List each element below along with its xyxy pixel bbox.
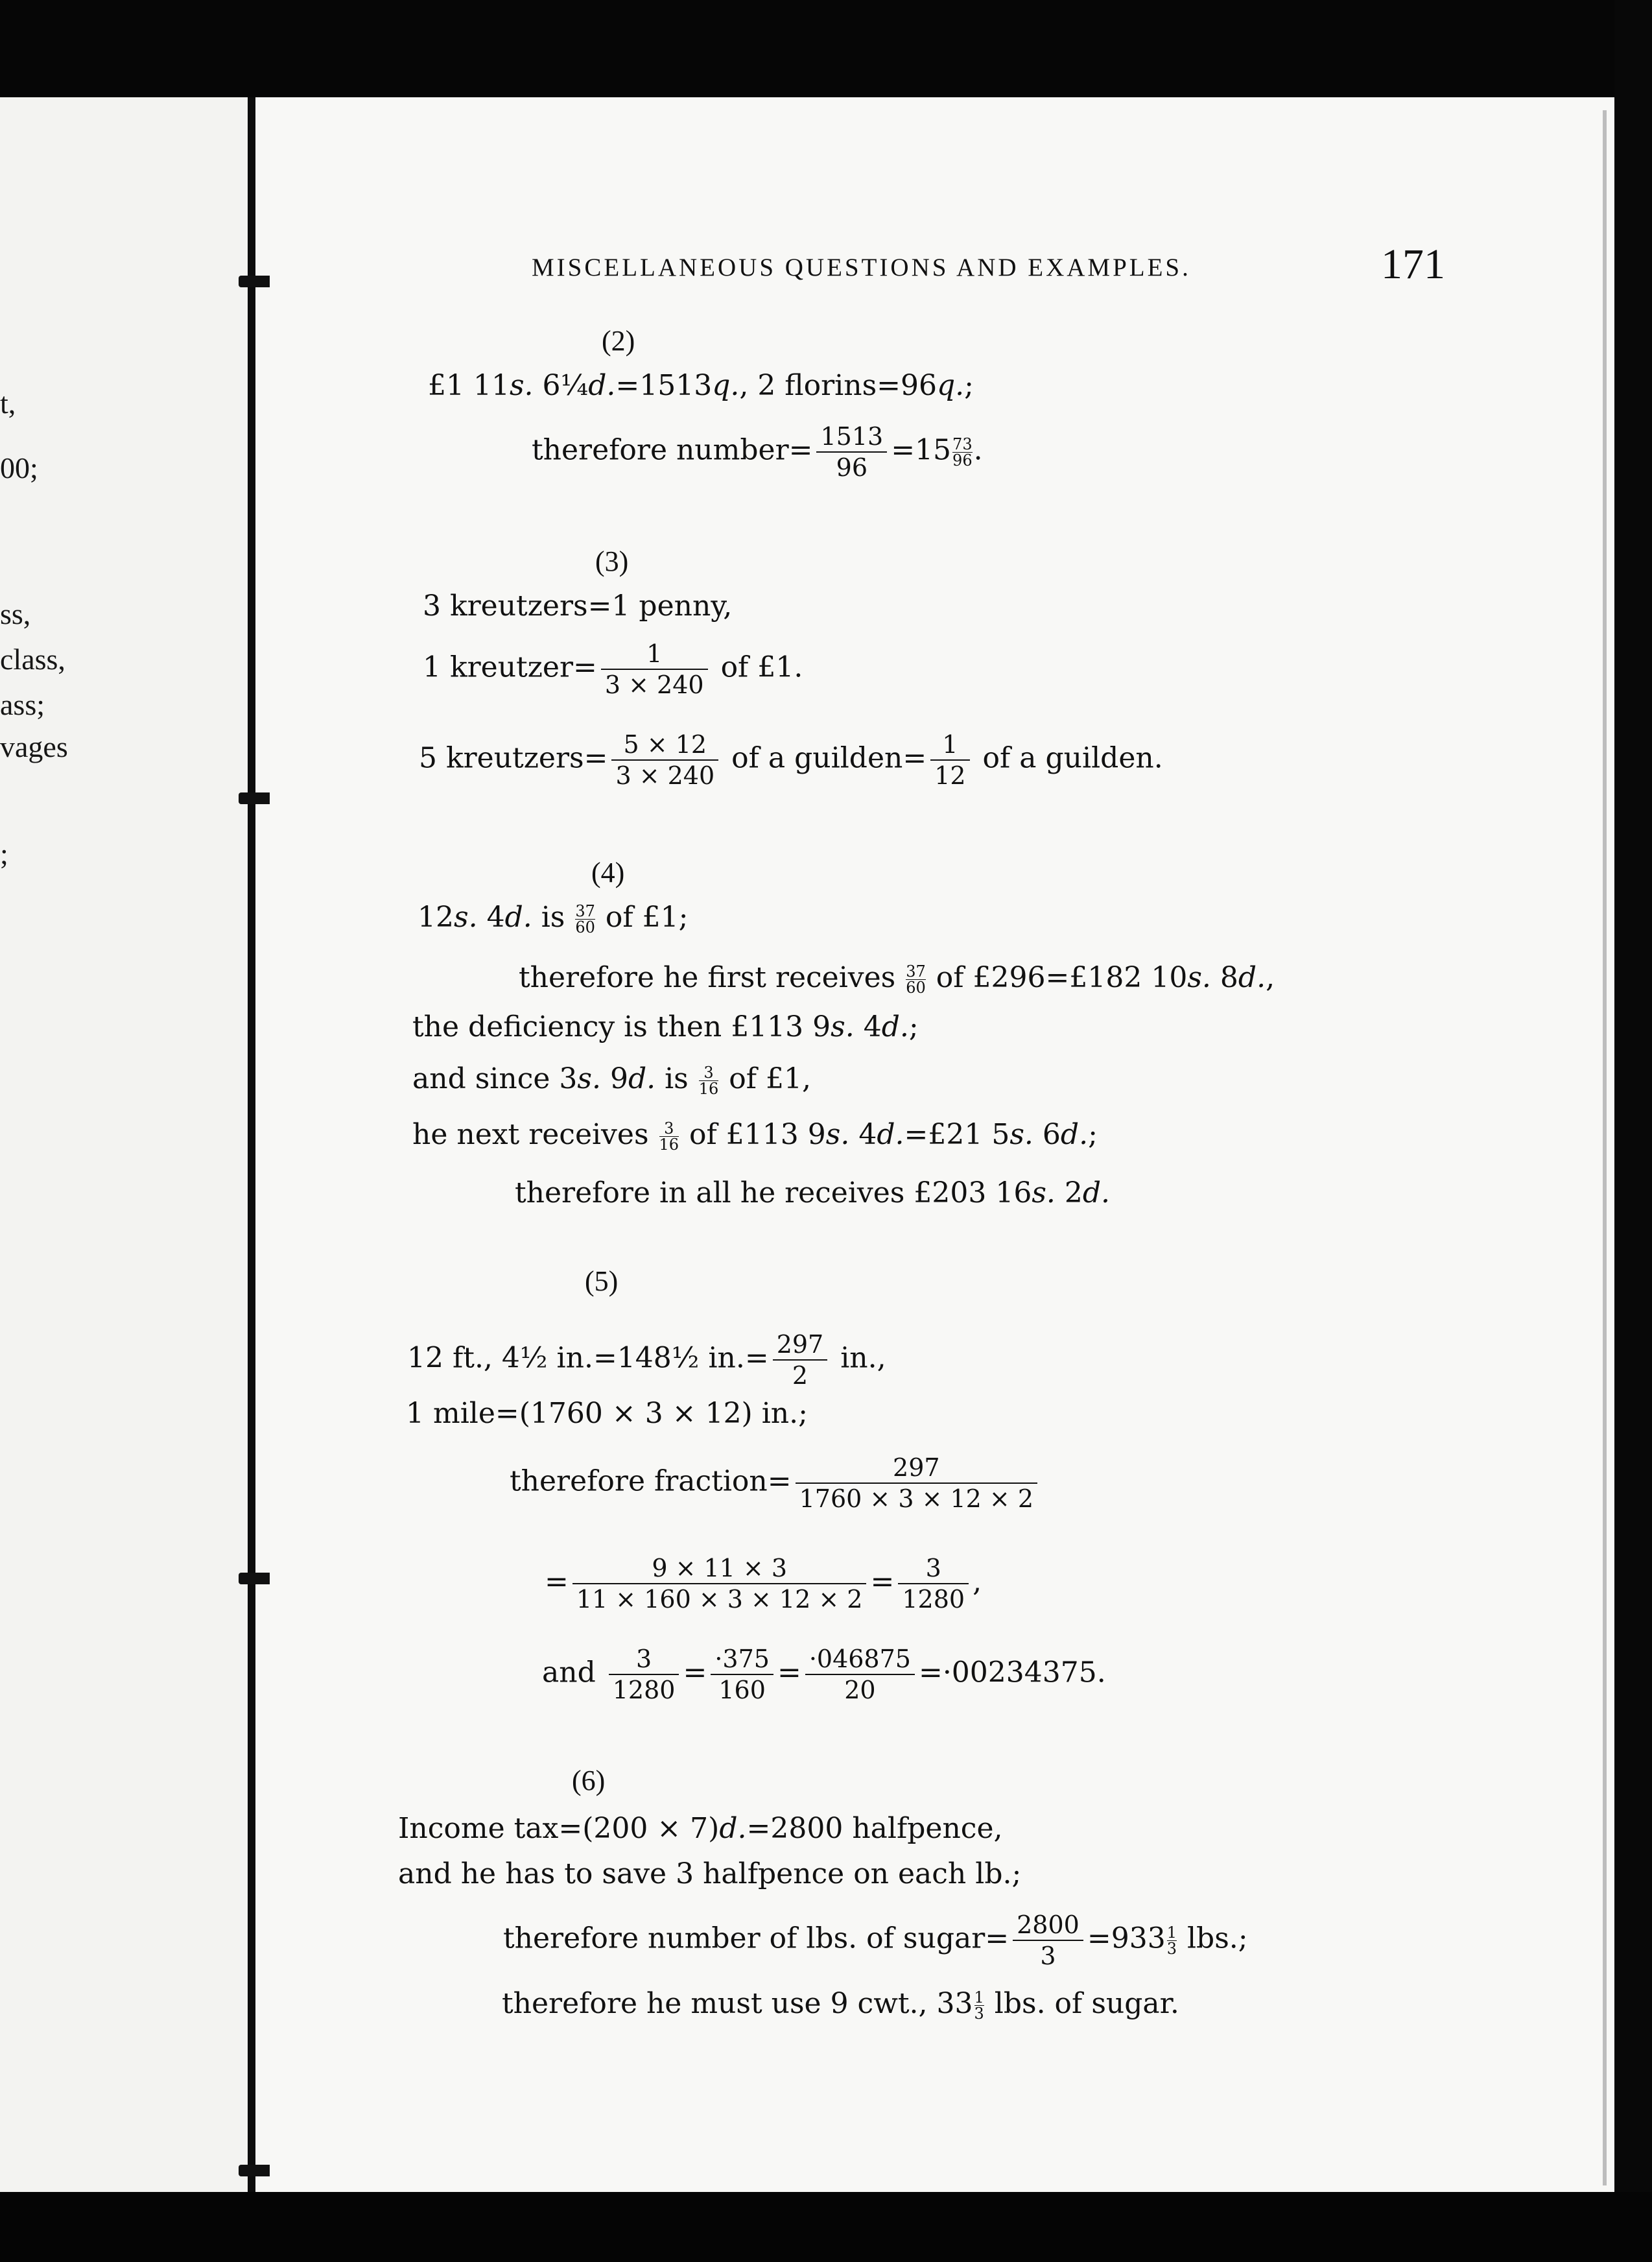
small-fraction: $\frac{37}{60}$ — [906, 962, 926, 997]
equation-line: 3 kreutzers=1 penny, — [423, 589, 733, 623]
fraction: $\frac{\cdot 046875}{20}$ — [805, 1644, 915, 1705]
equation-line: £1 11s. 6¼d.=1513q., 2 florins=96q.; — [428, 369, 974, 402]
left-page-fragment: ss, — [0, 597, 31, 630]
fraction: $\frac{5 \times 12}{3 \times 240}$ — [611, 730, 718, 791]
equation-line: and he has to save 3 halfpence on each lb.; — [398, 1857, 1022, 1890]
equation-line: therefore he first receives $\frac{37}{60}$ of £296=£182 10s. 8d., — [519, 961, 1275, 997]
small-fraction: $\frac{3}{16}$ — [659, 1119, 679, 1154]
equation-line: 12s. 4d. is $\frac{37}{60}$ of £1; — [418, 901, 689, 936]
left-page-fragment: class, — [0, 643, 65, 676]
small-fraction: $\frac{37}{60}$ — [575, 902, 595, 936]
example-number: (4) — [591, 857, 625, 888]
page-edge — [1603, 110, 1607, 2185]
fraction: $\frac{297}{2}$ — [773, 1329, 828, 1390]
equation-line: therefore number of lbs. of sugar= $\frac{2800}{3}$ =933 $\frac{1}{3}$ lbs.; — [503, 1911, 1248, 1970]
equation-line: 1 kreutzer= $\frac{1}{3 \times 240}$ of £1. — [423, 639, 803, 699]
left-page-fragment: t, — [0, 387, 16, 420]
example-number: (2) — [602, 325, 635, 357]
left-page-fragment: ; — [0, 837, 8, 870]
equation-line: he next receives $\frac{3}{16}$ of £113 9s. 4d.=£21 5s. 6d.; — [412, 1118, 1098, 1154]
equation-line: 12 ft., 4½ in.=148½ in.= $\frac{297}{2}$ in., — [407, 1330, 886, 1390]
fraction: $\frac{1}{3 \times 240}$ — [601, 639, 708, 700]
small-fraction: $\frac{73}{96}$ — [952, 435, 973, 470]
equation-line: therefore in all he receives £203 16s. 2d. — [515, 1176, 1111, 1209]
small-fraction: $\frac{1}{3}$ — [974, 1988, 984, 2023]
example-number: (3) — [595, 545, 629, 577]
scan-border-top — [0, 0, 1652, 97]
left-page-fragment: ass; — [0, 688, 45, 721]
running-head: MISCELLANEOUS QUESTIONS AND EXAMPLES. — [532, 254, 1191, 281]
fraction: $\frac{9 \times 11 \times 3}{11 \times 160 \times 3 \times 12 \times 2}$ — [572, 1553, 867, 1614]
fraction: $\frac{1513}{96}$ — [816, 422, 887, 482]
fraction: $\frac{\cdot 375}{160}$ — [711, 1644, 773, 1705]
equation-line: 5 kreutzers= $\frac{5 \times 12}{3 \times 240}$ of a guilden= $\frac{1}{12}$ of a guilden. — [419, 730, 1163, 790]
fraction: $\frac{1}{12}$ — [930, 730, 969, 791]
small-fraction: $\frac{3}{16}$ — [698, 1064, 719, 1098]
fraction: $\frac{3}{1280}$ — [898, 1553, 969, 1614]
left-page-fragment: vages — [0, 730, 68, 763]
page-number: 171 — [1381, 241, 1445, 288]
equation-line: Income tax=(200 × 7)d.=2800 halfpence, — [398, 1812, 1003, 1845]
small-fraction: $\frac{1}{3}$ — [1166, 1923, 1177, 1958]
equation-line: therefore he must use 9 cwt., 33 $\frac{1}{3}$ lbs. of sugar. — [502, 1987, 1179, 2023]
equation-line: therefore fraction= $\frac{297}{1760 \times 3 \times 12 \times 2}$ — [510, 1453, 1041, 1514]
example-number: (5) — [585, 1265, 619, 1297]
equation-line: and since 3s. 9d. is $\frac{3}{16}$ of £1, — [412, 1062, 811, 1098]
left-page-fragment: 00; — [0, 451, 38, 484]
book-spine — [248, 97, 255, 2192]
fraction: $\frac{2800}{3}$ — [1013, 1910, 1083, 1971]
fraction: $\frac{297}{1760 \times 3 \times 12 \times 2}$ — [796, 1453, 1037, 1514]
equation-line: therefore number= $\frac{1513}{96}$ =15 $\frac{73}{96}$ . — [532, 422, 983, 482]
scan-border-right — [1614, 0, 1652, 2262]
fraction: $\frac{3}{1280}$ — [609, 1644, 679, 1705]
equation-line: 1 mile=(1760 × 3 × 12) in.; — [406, 1397, 808, 1430]
equation-line: = $\frac{9 \times 11 \times 3}{11 \times 160 \times 3 \times 12 \times 2}$ = $\frac{3}{1280}$ , — [545, 1554, 982, 1613]
previous-page-edge — [0, 97, 248, 2192]
equation-line: the deficiency is then £113 9s. 4d.; — [412, 1010, 919, 1043]
equation-line: and $\frac{3}{1280}$ = $\frac{\cdot 375}{160}$ = $\frac{\cdot 046875}{20}$ =·00234375. — [542, 1645, 1106, 1704]
example-number: (6) — [572, 1765, 606, 1796]
scan-border-bottom — [0, 2192, 1652, 2262]
